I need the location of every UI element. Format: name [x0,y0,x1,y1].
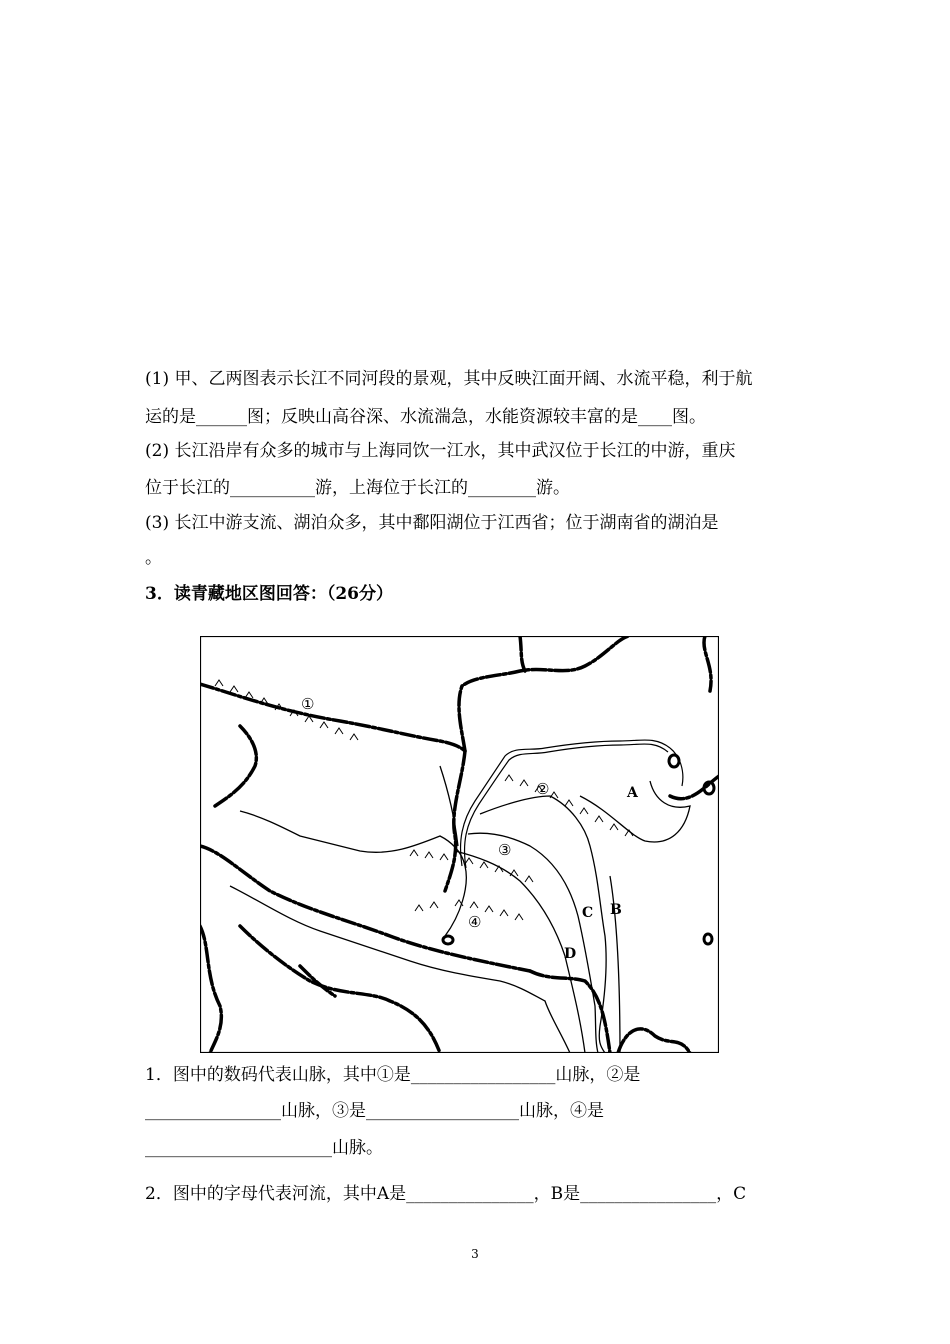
text-line: 2．图中的字母代表河流，其中A是_______________，B是________________，C [145,1184,747,1204]
text-line: 1．图中的数码代表山脉，其中①是_________________山脉，②是 [145,1065,641,1085]
text-line: (1) 甲、乙两图表示长江不同河段的景观，其中反映江面开阔、水流平稳，利于航 [145,369,753,389]
river-label-c: C [582,905,594,921]
text-line: ________________山脉，③是__________________山脉，④是 [145,1101,604,1121]
page-number: 3 [471,1247,479,1261]
map-label-2: ② [536,780,550,798]
qinghai-tibet-map [200,636,719,1053]
river-label-d: D [564,946,577,962]
text-line: 位于长江的__________游，上海位于长江的________游。 [145,478,570,498]
map-label-1: ① [301,695,315,713]
map-label-3: ③ [498,841,512,859]
text-line: (3) 长江中游支流、湖泊众多，其中鄱阳湖位于江西省；位于湖南省的湖泊是 [145,513,719,533]
text-line: 。 [145,548,162,568]
river-label-a: A [627,785,638,801]
text-line: (2) 长江沿岸有众多的城市与上海同饮一江水，其中武汉位于长江的中游，重庆 [145,441,736,461]
river-label-b: B [610,902,622,918]
text-line: ______________________山脉。 [145,1138,383,1158]
text-line: 运的是______图；反映山高谷深、水流湍急，水能资源较丰富的是____图。 [145,407,706,427]
question-title: 3．读青藏地区图回答：（26分） [145,584,393,604]
map-label-4: ④ [468,913,482,931]
